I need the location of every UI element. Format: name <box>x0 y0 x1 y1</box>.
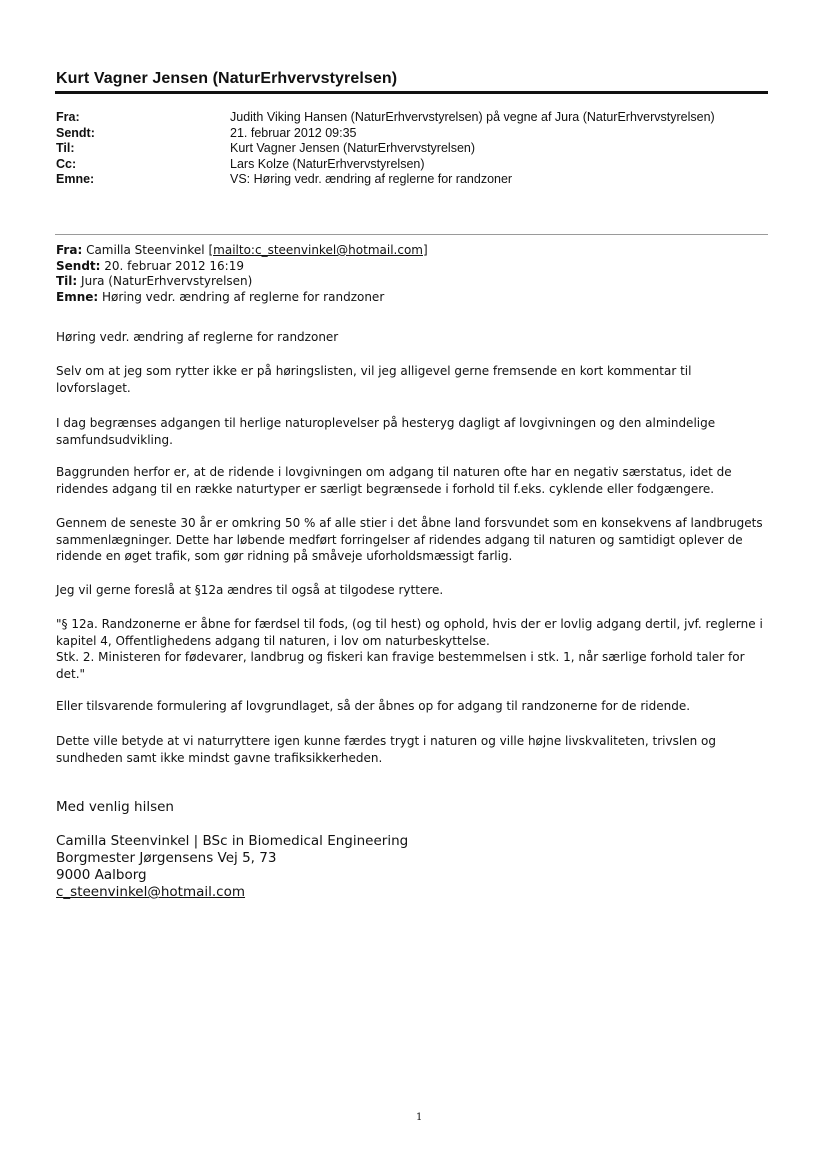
signature-name: Camilla Steenvinkel | BSc in Biomedical Engineering <box>56 833 409 849</box>
signature-city: 9000 Aalborg <box>56 867 147 883</box>
body-paragraph: Høring vedr. ændring af reglerne for randzoner <box>56 330 339 344</box>
body-paragraph: Gennem de seneste 30 år er omkring 50 % af alle stier i det åbne land forsvundet som en konsekvens af landbrugets sammenlægninger. Dette har løbende medført forringelser af ridendes adgang til naturen og samtidigt oplever de ridende en øget trafik, som gør ridning på småveje uforholdsmæssigt farlig. <box>56 516 763 563</box>
header-subject-label: Emne: <box>56 172 95 186</box>
signature-greeting: Med venlig hilsen <box>56 799 174 815</box>
signature-email-link[interactable]: c_steenvinkel@hotmail.com <box>56 884 246 900</box>
header-from-label: Fra: <box>56 110 80 124</box>
forwarded-header <box>56 243 428 305</box>
header-to-value: Kurt Vagner Jensen (NaturErhvervstyrelsen) <box>230 141 476 155</box>
law-quote <box>56 616 768 682</box>
header-from-value: Judith Viking Hansen (NaturErhvervstyrelsen) på vegne af Jura (NaturErhvervstyrelsen) <box>230 110 715 124</box>
body-paragraph: Eller tilsvarende formulering af lovgrundlaget, så der åbnes op for adgang til randzonerne for de ridende. <box>56 699 691 713</box>
sender-title: Kurt Vagner Jensen (NaturErhvervstyrelsen) <box>56 70 398 87</box>
fwd-mailto-link[interactable]: [mailto:c_steenvinkel@hotmail.com] <box>208 243 428 257</box>
body-paragraph: I dag begrænses adgangen til herlige naturoplevelser på hesteryg dagligt af lovgivningen og den almindelige samfundsudvikling. <box>56 416 716 447</box>
fwd-from-row <box>56 243 428 259</box>
body-paragraph: Baggrunden herfor er, at de ridende i lovgivningen om adgang til naturen ofte har en negativ særstatus, idet de ridendes adgang til en række naturtyper er særligt begrænsede i forhold til f.eks. cyklende eller fodgængere. <box>56 465 732 496</box>
law-quote-line: Stk. 2. Ministeren for fødevarer, landbrug og fiskeri kan fravige bestemmelsen i stk. 1, når særlige forhold taler for det." <box>56 650 745 681</box>
body-paragraph: Dette ville betyde at vi naturryttere igen kunne færdes trygt i naturen og ville højne livskvaliteten, trivslen og sundheden samt ikke mindst gavne trafiksikkerheden. <box>56 734 716 765</box>
header-to-label: Til: <box>56 141 75 155</box>
body-paragraph: Jeg vil gerne foreslå at §12a ændres til også at tilgodese ryttere. <box>56 583 444 597</box>
header-cc-value: Lars Kolze (NaturErhvervstyrelsen) <box>230 156 425 171</box>
fwd-subject-row <box>56 290 428 306</box>
fwd-from-name: Camilla Steenvinkel <box>86 243 205 257</box>
separator-rule <box>55 234 768 235</box>
fwd-sent-label: Sendt: <box>56 258 101 273</box>
fwd-sent-value: 20. februar 2012 16:19 <box>104 258 244 273</box>
signature-address: Borgmester Jørgensens Vej 5, 73 <box>56 850 277 866</box>
header-sent-label: Sendt: <box>56 125 95 140</box>
body-paragraph: Selv om at jeg som rytter ikke er på høringslisten, vil jeg alligevel gerne fremsende en kort kommentar til lovforslaget. <box>56 364 692 395</box>
law-quote-line: "§ 12a. Randzonerne er åbne for færdsel til fods, (og til hest) og ophold, hvis der er lovlig adgang dertil, jvf. reglerne i kapitel 4, Offentlighedens adgang til naturen, i lov om naturbeskyttelse. <box>56 617 763 648</box>
fwd-subject-label: Emne: <box>56 289 99 304</box>
page-number: 1 <box>416 1112 423 1123</box>
fwd-subject-value: Høring vedr. ændring af reglerne for randzoner <box>102 289 385 304</box>
fwd-to-row <box>56 274 428 290</box>
header-subject-value: VS: Høring vedr. ændring af reglerne for randzoner <box>230 172 513 186</box>
fwd-sent-row <box>56 259 428 275</box>
fwd-to-value: Jura (NaturErhvervstyrelsen) <box>81 274 253 288</box>
header-sent-value: 21. februar 2012 09:35 <box>230 125 357 140</box>
fwd-to-label: Til: <box>56 274 78 288</box>
signature-block <box>56 833 408 901</box>
fwd-from-label: Fra: <box>56 243 83 257</box>
header-cc-label: Cc: <box>56 156 77 171</box>
title-rule <box>55 91 768 94</box>
